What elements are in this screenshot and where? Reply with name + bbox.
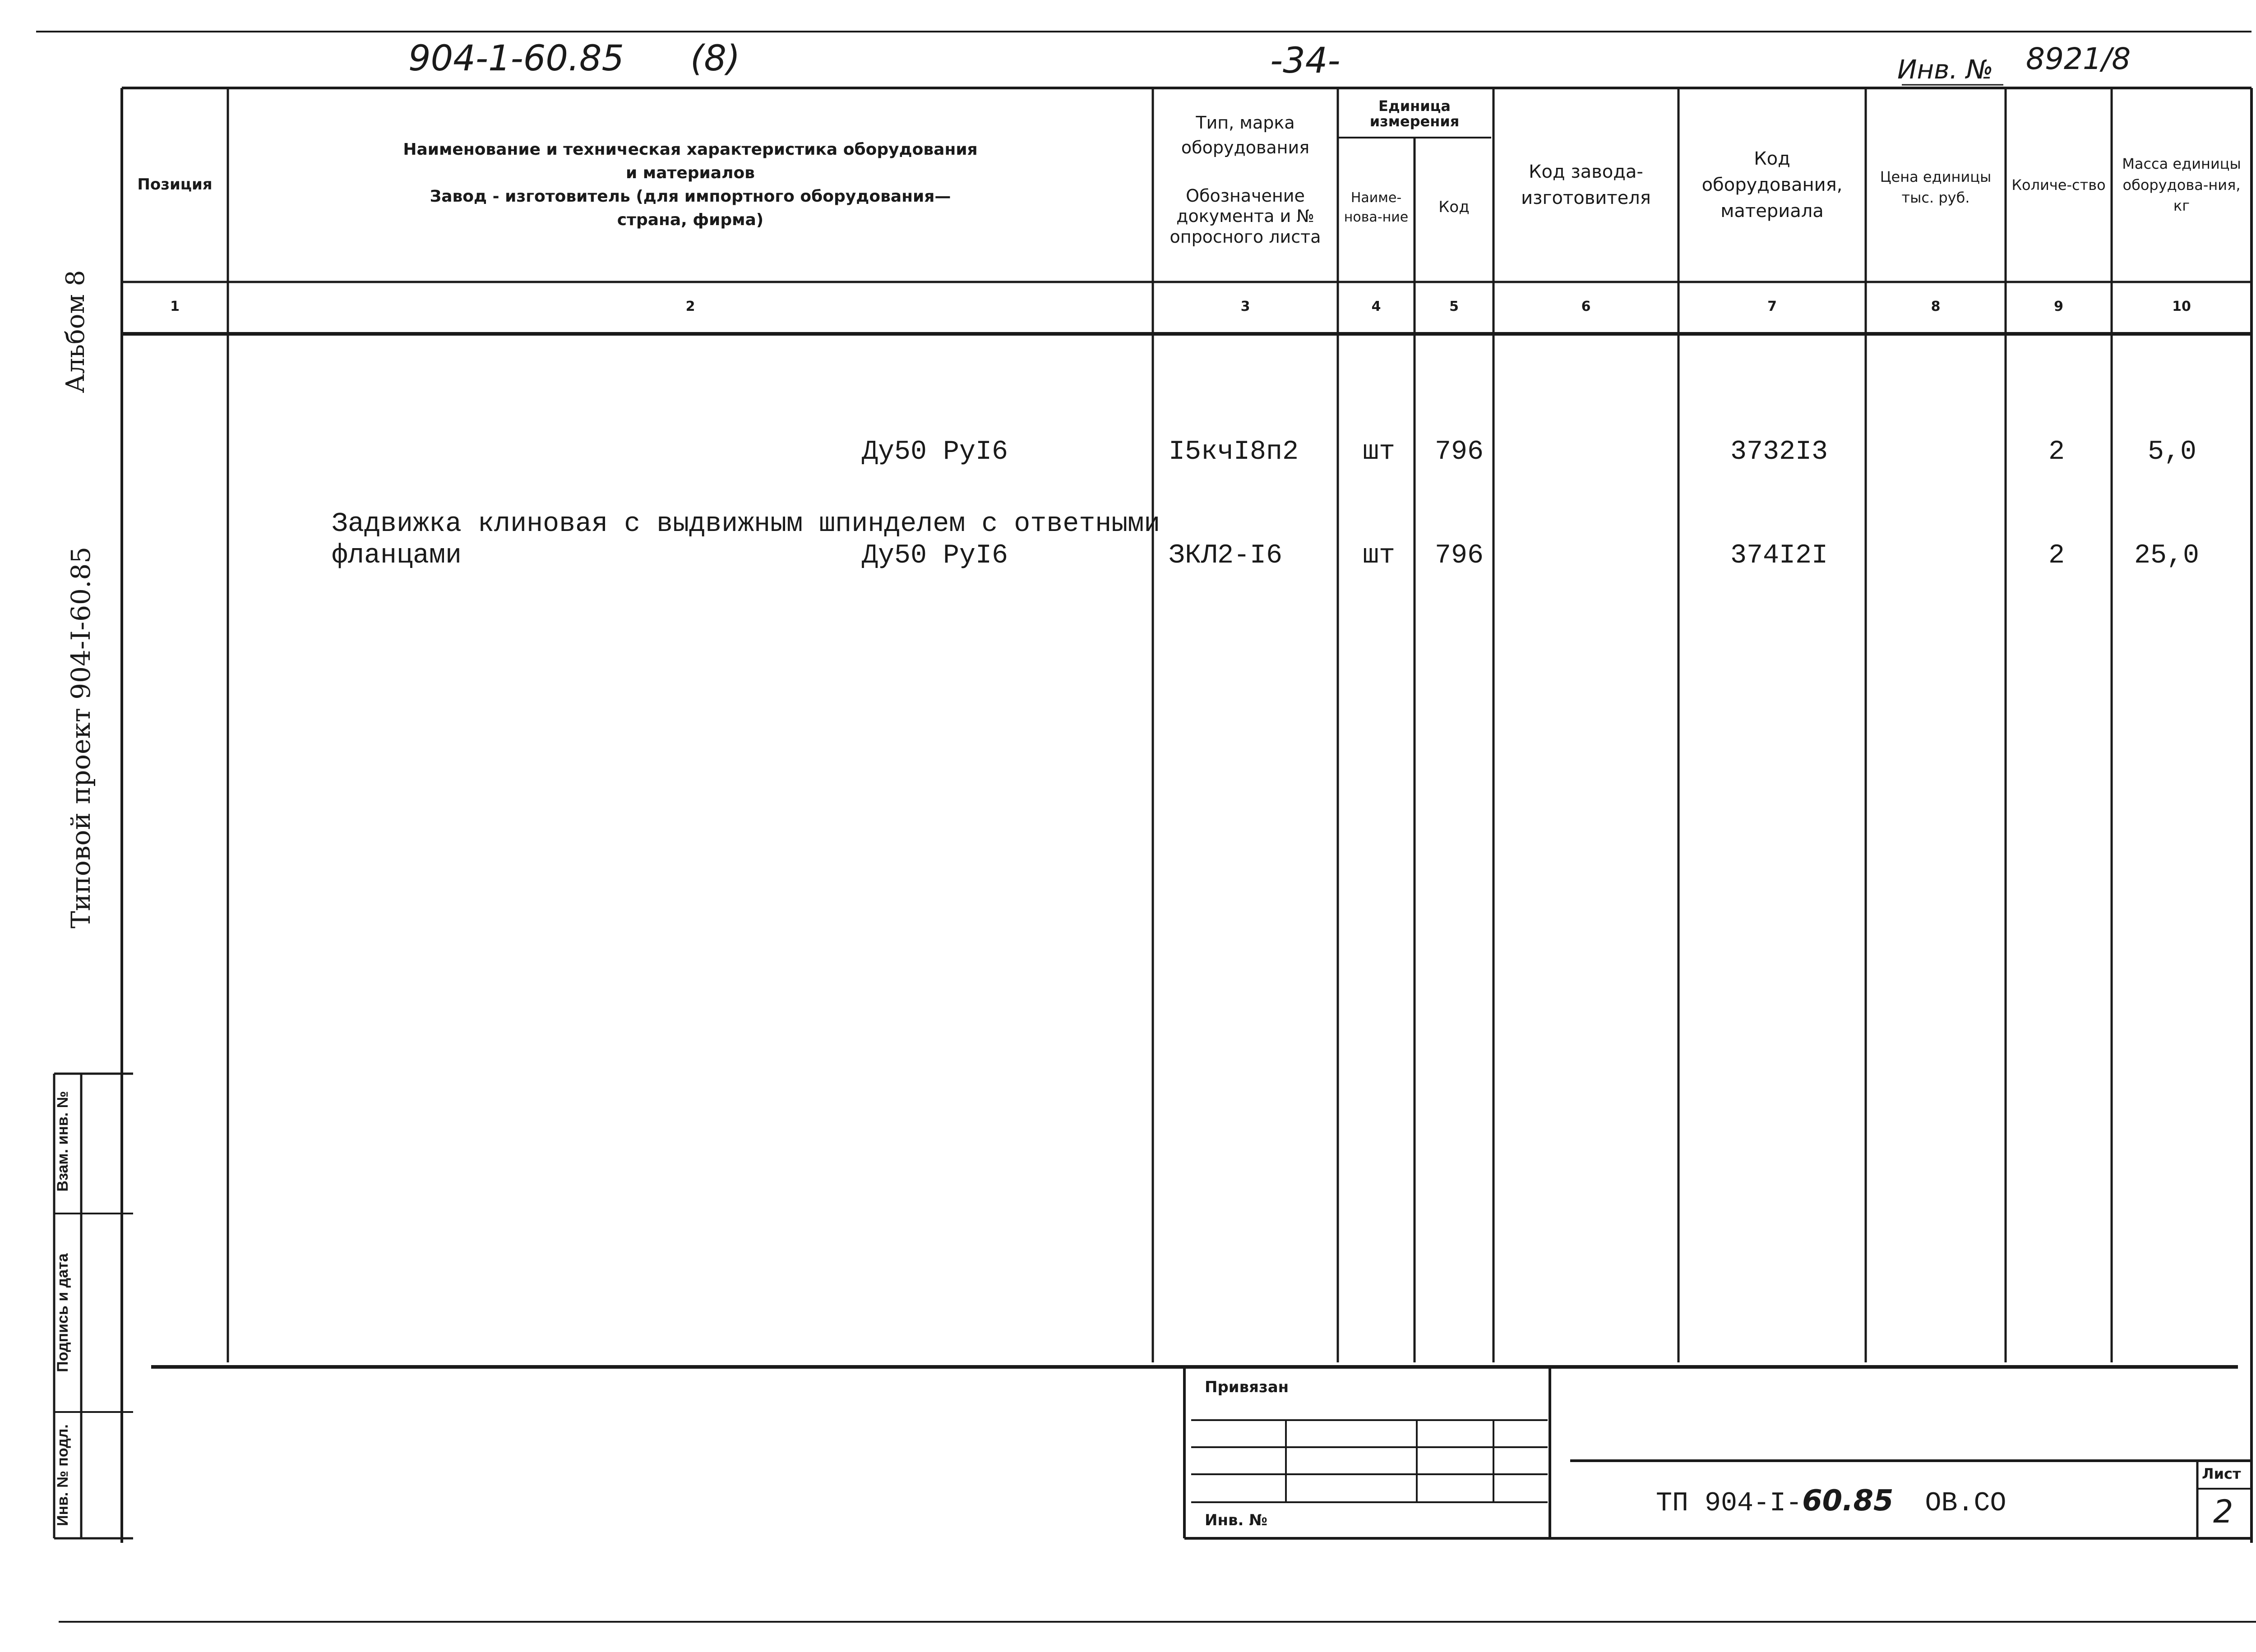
header-name-line2: и материалов [626, 163, 755, 182]
col-number-10: 10 [2172, 299, 2191, 315]
col-number-6: 6 [1581, 299, 1591, 315]
header-name [228, 88, 1153, 282]
project-code: 904-1-60.85 [408, 38, 624, 79]
project-margin-label: Типовой проект 904-I-60.85 [65, 546, 96, 929]
document-code-prefix: ТП 904-I- [1656, 1488, 1803, 1519]
row2-quantity: 2 [2048, 540, 2065, 571]
album-margin-label: Альбом 8 [61, 270, 90, 393]
col-number-7: 7 [1767, 299, 1777, 315]
document-code-number: 60.85 [1802, 1484, 1894, 1518]
document-code-suffix: ОВ.СО [1925, 1488, 2006, 1519]
row2-unit-code: 796 [1435, 540, 1484, 571]
col-number-1: 1 [170, 299, 180, 315]
signature-date-label: Подпись и дата [54, 1253, 71, 1372]
col-number-9: 9 [2054, 299, 2063, 315]
header-unit-group: Единица измерения [1369, 97, 1460, 130]
row2-unit: шт [1363, 540, 1396, 571]
col-number-2: 2 [685, 299, 695, 315]
album-number: (8) [690, 38, 740, 79]
row2-mass: 25,0 [2134, 540, 2200, 571]
header-type: Тип, марка оборудования [1181, 112, 1310, 157]
stamp-inv-label: Инв. № [1205, 1511, 1268, 1529]
row1-nominal-size: Ду50 РуI6 [862, 437, 1008, 467]
header-factory-code: Код завода-изготовителя [1521, 162, 1651, 208]
header-mass: Масса единицы оборудова-ния, кг [2122, 155, 2241, 215]
header-quantity: Количе-ство [2011, 176, 2106, 194]
sheet-label: Лист [2202, 1465, 2241, 1482]
header-equipment-code: Код оборудования, материала [1701, 148, 1843, 221]
col-number-4: 4 [1371, 299, 1381, 315]
inventory-label: Инв. № [1897, 54, 1993, 85]
col-number-8: 8 [1931, 299, 1941, 315]
replacement-inv-label: Взам. инв. № [54, 1091, 71, 1192]
header-unit-code: Код [1438, 198, 1470, 217]
header-document: Обозначение документа и № опросного листа [1170, 185, 1321, 247]
header-name-line4: страна, фирма) [617, 211, 764, 230]
header-position: Позиция [137, 175, 213, 194]
row2-name-line2: фланцами [332, 540, 462, 571]
header-price: Цена единицы тыс. руб. [1880, 168, 1992, 206]
row1-mass: 5,0 [2148, 437, 2197, 467]
header-name-line1: Наименование и техническая характеристика оборудования [403, 140, 978, 159]
col-number-3: 3 [1240, 299, 1250, 315]
row2-type: ЗКЛ2-I6 [1169, 540, 1283, 571]
row2-equipment-code: 374I2I [1730, 540, 1828, 571]
row1-unit-code: 796 [1435, 437, 1484, 467]
page-number: -34- [1270, 41, 1341, 81]
row1-unit: шт [1363, 437, 1396, 467]
row1-type: I5кчI8п2 [1169, 437, 1299, 467]
inventory-number: 8921/8 [2026, 42, 2131, 76]
row2-name-line1: Задвижка клиновая с выдвижным шпинделем с ответными [332, 509, 1160, 540]
sheet-number: 2 [2213, 1493, 2233, 1530]
header-unit-name: Наиме-нова-ние [1344, 189, 1409, 225]
stamp-bound-label: Привязан [1205, 1378, 1289, 1396]
header-name-line3: Завод - изготовитель (для импортного оборудования— [430, 187, 951, 206]
col-number-5: 5 [1449, 299, 1459, 315]
original-inv-label: Инв. № подл. [54, 1424, 71, 1526]
document-code [1656, 1484, 2006, 1519]
row1-quantity: 2 [2048, 437, 2065, 467]
row1-equipment-code: 3732I3 [1730, 437, 1828, 467]
row2-nominal-size: Ду50 РуI6 [862, 540, 1008, 571]
